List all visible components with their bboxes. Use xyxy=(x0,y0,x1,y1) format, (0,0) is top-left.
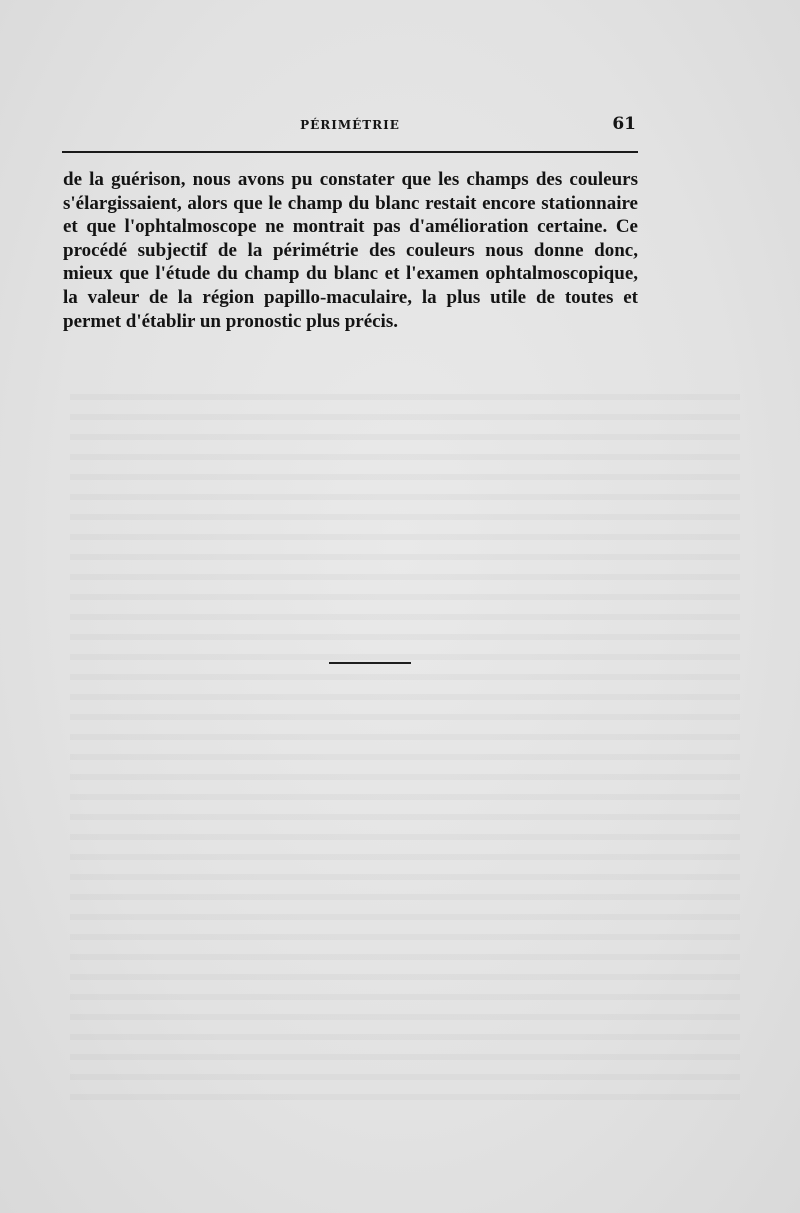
header-rule xyxy=(62,151,638,153)
running-head: PÉRIMÉTRIE xyxy=(300,118,400,132)
page-header xyxy=(62,112,638,146)
closing-rule xyxy=(329,662,411,664)
show-through-text xyxy=(70,380,740,1100)
page-number: 61 xyxy=(612,114,636,134)
body-paragraph: de la guérison, nous avons pu constater que les champs des couleurs s'élargissaient, alors que le champ du blanc restait encore stationnaire et que l'ophtalmoscope ne montrait pas d'amélioration certaine. Ce procédé subjectif de la périmétrie des couleurs nous donne donc, mieux que l'étude du champ du blanc et l'examen ophtalmoscopique, la valeur de la région papillo-maculaire, la plus utile de toutes et permet d'établir un pronostic plus précis. xyxy=(63,169,638,332)
